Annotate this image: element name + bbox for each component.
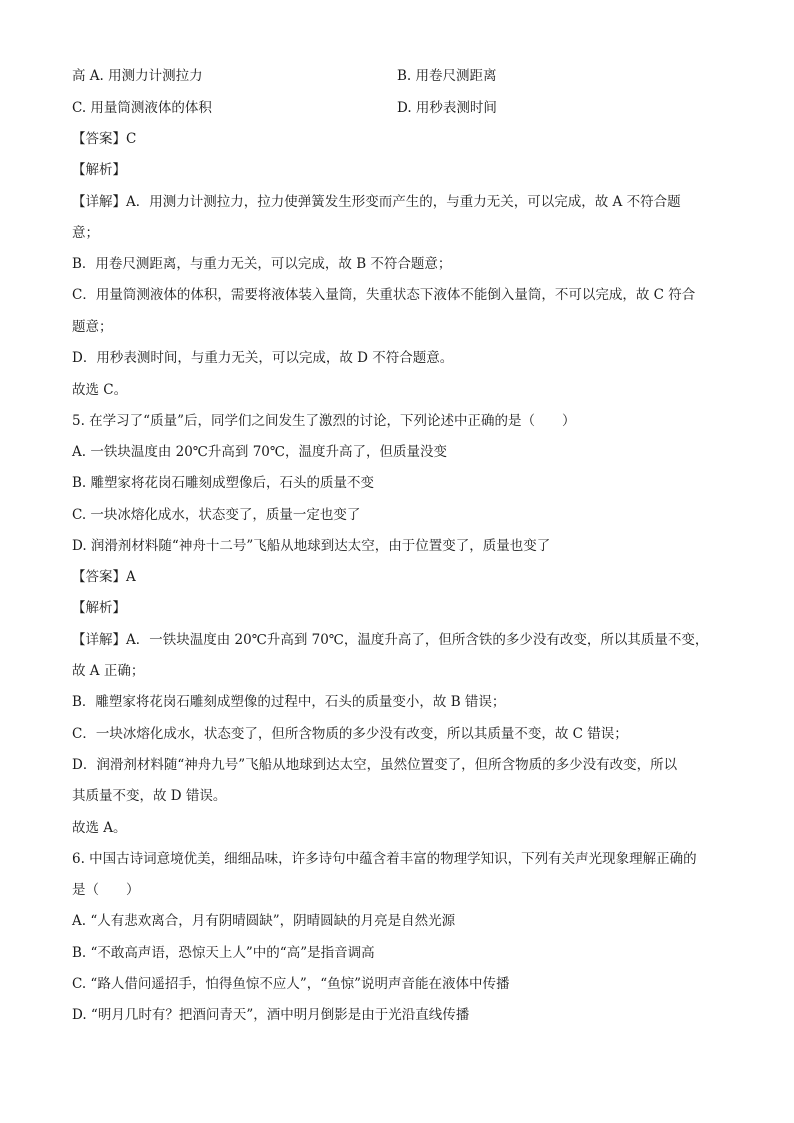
q5-detail-d-line1: D．润滑剂材料随“神舟九号”飞船从地球到达太空，虽然位置变了，但所含物质的多少没有改变，所以 (72, 757, 678, 773)
q4-detail-a-line1: 【详解】A．用测力计测拉力，拉力使弹簧发生形变而产生的，与重力无关，可以完成，故 A 不符合题 (72, 194, 681, 210)
q4-detail-d: D．用秒表测时间，与重力无关，可以完成，故 D 不符合题意。 (72, 350, 454, 366)
q6-stem-line1: 6. 中国古诗词意境优美，细细品味，许多诗句中蕴含着丰富的物理学知识，下列有关声光现象理解正确的 (72, 851, 697, 867)
q4-option-a: 高 A. 用测力计测拉力 (72, 68, 203, 84)
q6-option-d: D. “明月几时有？把酒问青天”，酒中明月倒影是由于光沿直线传播 (72, 1007, 470, 1023)
q4-detail-c-line2: 题意； (72, 319, 113, 335)
q5-detail-c: C．一块冰熔化成水，状态变了，但所含物质的多少没有改变，所以其质量不变，故 C 错误； (72, 726, 628, 742)
q5-detail-b: B．雕塑家将花岗石雕刻成塑像的过程中，石头的质量变小，故 B 错误； (72, 694, 506, 710)
q4-analysis-label: 【解析】 (72, 162, 126, 178)
q6-option-b: B. “不敢高声语，恐惊天上人”中的“高”是指音调高 (72, 945, 375, 961)
q6-stem-line2: 是（ ） (72, 882, 140, 898)
q6-option-a: A. “人有悲欢离合，月有阴晴圆缺”，阴晴圆缺的月亮是自然光源 (72, 913, 456, 929)
q5-answer: 【答案】A (72, 569, 136, 585)
q4-detail-a-line2: 意； (72, 225, 99, 241)
q4-option-c: C. 用量筒测液体的体积 (72, 100, 212, 116)
q5-option-d: D. 润滑剂材料随“神舟十二号”飞船从地球到达太空，由于位置变了，质量也变了 (72, 538, 551, 554)
q6-option-c: C. “路人借问遥招手，怕得鱼惊不应人”，“鱼惊”说明声音能在液体中传播 (72, 976, 510, 992)
q4-option-b: B. 用卷尺测距离 (397, 68, 497, 84)
q5-analysis-label: 【解析】 (72, 600, 126, 616)
q5-option-c: C. 一块冰熔化成水，状态变了，质量一定也变了 (72, 507, 361, 523)
q5-option-a: A. 一铁块温度由 20℃升高到 70℃，温度升高了，但质量没变 (72, 444, 447, 460)
q4-detail-b: B．用卷尺测距离，与重力无关，可以完成，故 B 不符合题意； (72, 256, 452, 272)
q4-option-d: D. 用秒表测时间 (397, 100, 497, 116)
q5-option-b: B. 雕塑家将花岗石雕刻成塑像后，石头的质量不变 (72, 475, 375, 491)
q5-stem: 5. 在学习了“质量”后，同学们之间发生了激烈的讨论，下列论述中正确的是（ ） (72, 413, 576, 429)
q5-conclusion: 故选 A。 (72, 820, 127, 836)
q5-detail-a-line1: 【详解】A．一铁块温度由 20℃升高到 70℃，温度升高了，但所含铁的多少没有改变，所以其质量不变， (72, 632, 709, 648)
q4-detail-c-line1: C．用量筒测液体的体积，需要将液体装入量筒，失重状态下液体不能倒入量筒，不可以完成，故 C 符合 (72, 287, 696, 303)
q4-conclusion: 故选 C。 (72, 382, 128, 398)
q5-detail-d-line2: 其质量不变，故 D 错误。 (72, 788, 227, 804)
q4-answer: 【答案】C (72, 131, 137, 147)
q5-detail-a-line2: 故 A 正确； (72, 663, 145, 679)
